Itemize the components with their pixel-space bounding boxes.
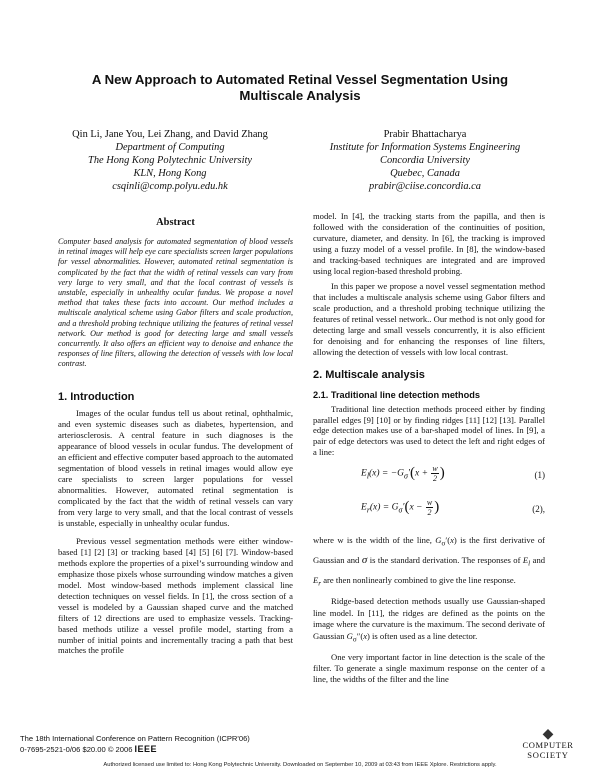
author-org: Concordia University [380,155,470,166]
p4-text-b: is the first [460,535,497,546]
p5-text-b: The second derivate of Gaussian [313,619,545,642]
p5-text: Ridge-based detection methods usually use Gaussian-shaped line model. In [11], the ridges are defined as the points on the image where the curvature is the maximum. [313,596,545,630]
abstract-heading: Abstract [156,217,195,228]
logo-text-top: COMPUTER [522,740,574,750]
footer-isbn: 0-7695-2521-0/06 $20.00 © 2006 [20,745,133,754]
p4-text-g: are then nonlinearly [323,574,392,585]
equation-2-label: (2), [532,504,545,515]
p4-text-a: where w is the width of the line, [313,535,432,546]
p4-text-h: combined to give the line response. [394,574,516,585]
author-email[interactable]: prabir@ciise.concordia.ca [369,181,481,192]
equation-1-label: (1) [534,470,545,481]
author-dept: Institute for Information Systems Engineering [329,142,521,153]
authors-left [70,128,270,193]
left-column [58,218,293,656]
p5-text-d: a line detector. [426,631,478,642]
paper-title: A New Approach to Automated Retinal Vessel Segmentation Using Multiscale Analysis [91,72,509,103]
intro-paragraph-2: Previous vessel segmentation methods were either window-based [1] [2] [3] or tracking based [4] [5] [6] [7]. Window-based methods explore the properties of a pixel’s surrounding window and emphasize those pixels whose surrounding window matches a given model. Most window-based methods implement classical line detection techniques on vessel fields. In [1], the cross section of a vessel is modeled by a Gaussian shaped curve and the matched filters of 12 directions are used to emphasize vessels. Tracking-based methods utilize a vessel profile model, starting from a number of initial points and incrementally tracing a path that best matches the profile [58,536,293,656]
right-paragraph-1: model. In [4], the tracking starts from the papilla, and then is followed with the consideration of the continuities of position, curvature, diameter, and density. In [6], the tracking is improved using a fuzzy model of a vessel profile. In [8], the window-based and tracking-based techniques are integrated and are improved using local region-based threshold probing. [313,211,545,276]
footer-isbn-line [20,744,250,755]
section-introduction-heading: 1. Introduction [58,390,135,403]
footer-conference [20,734,250,755]
right-paragraph-5: Ridge-based detection methods usually use Gaussian-shaped line model. In [11], the ridges are defined as the points on the image where the curvature is the maximum. The second derivate of Gaussian $G_\sigma''(x)$ is often used as a line detector. [313,596,545,644]
right-paragraph-4: where w is the width of the line, $G_\sigma'(x)$ is the first derivative of Gaussian and σ is the standard derivation. The responses of $E_l$ and $E_r$ are then nonlinearly combined to give the line response. [313,535,546,588]
right-column [313,211,545,685]
right-paragraph-2: In this paper we propose a novel vessel segmentation method that includes a multiscale analysis scheme using Gabor filters and scale production, and a threshold probing technique utilizing the features of retinal vessel network.. Our method is not only good for detecting large and small vessels concurrently, it is also efficient for denoising and for enhancing the responses of line filters, allowing the detection of vessels with low local contrast. [313,281,545,357]
computer-society-logo [508,727,588,760]
author-names: Prabir Bhattacharya [383,129,467,140]
footer-conference-name: The 18th International Conference on Pattern Recognition (ICPR'06) [20,734,250,743]
author-org: The Hong Kong Polytechnic University [88,155,252,166]
equation-2: $E_r(x) = G_\sigma'(x$ − $\frac{w}{2}$ ) [361,498,440,518]
author-dept: Department of Computing [115,142,225,153]
download-notice: Authorized licensed use limited to: Hong Kong Polytechnic University. Downloaded on September 10, 2009 at 03:43 from IEEE Xplore. Restrictions apply. [103,762,497,768]
p4-text-f: and [532,554,546,565]
author-city: Quebec, Canada [390,168,460,179]
subsection-line-detection-heading: 2.1. Traditional line detection methods [313,389,480,400]
section-multiscale-heading: 2. Multiscale analysis [313,368,425,381]
author-names: Qin Li, Jane You, Lei Zhang, and David Zhang [72,129,268,140]
intro-paragraph-1: Images of the ocular fundus tell us about retinal, ophthalmic, and even systemic diseases such as diabetes, hypertension, and arteriosclerosis. A central feature in such diagnoses is the appearance of blood vessels in ocular fundus. The development of an efficient and effective computer based approach to the automated segmentation of blood vessels in retinal images would allow eye care specialists to screen larger populations for vessel abnormalities. However, automated retinal segmentation is complicated by the fact that the width of retinal vessels can vary from very large to very small, and that the local contrast of vessels is unstable, especially in unhealthy ocular fundus. [58,408,293,528]
right-paragraph-6: One very important factor in line detection is the scale of the filter. To generate a single maximum response on the center of a line, the widths of the filter and the line [313,652,545,685]
logo-text-bottom: SOCIETY [527,750,569,760]
p4-text-e: The responses of [461,554,521,565]
p4-text-d: is the standard derivation. [369,554,460,565]
p4-text-c: derivative of Gaussian and [313,535,545,565]
author-city: KLN, Hong Kong [133,168,207,179]
author-email[interactable]: csqinli@comp.polyu.edu.hk [112,181,228,192]
abstract-text: Computer based analysis for automated segmentation of blood vessels in retinal images will help eye care specialists screen larger populations for vessel abnormalities. However, automated retinal segmentation is complicated by the fact that the width of retinal vessels can vary from very large to very small, and that the local contrast of vessels is unstable, especially in unhealthy ocular fundus. We propose a novel method that takes these facts into account. Our method includes a multiscale analytical scheme using Gabor filters and scale production, and a threshold probing technique utilizing the features of retinal vessel network. Our method is good for detecting large and small vessels concurrently. It also offers an efficient way to denoise and enhance the responses of line filters, allowing the detection of vessels with low local contrast. [58,236,293,369]
equation-block [313,458,545,530]
p5-text-c: is often used as [372,631,425,642]
authors-right [305,128,545,193]
equation-1: $E_l(x) = -G_\sigma'(x$ + $\frac{w}{2}$ ) [361,464,445,484]
right-paragraph-3: Traditional line detection methods proceed either by finding parallel edges [9] [10] or by finding ridges [11] [12] [13]. Parallel edge detection makes use of a bar-shaped model of lines. In [9], a pair of edge detectors was used to detect the left and right edges of a line: [313,403,545,458]
ieee-diamond-icon: ◆ [542,727,554,742]
ieee-logo: IEEE [134,744,158,754]
